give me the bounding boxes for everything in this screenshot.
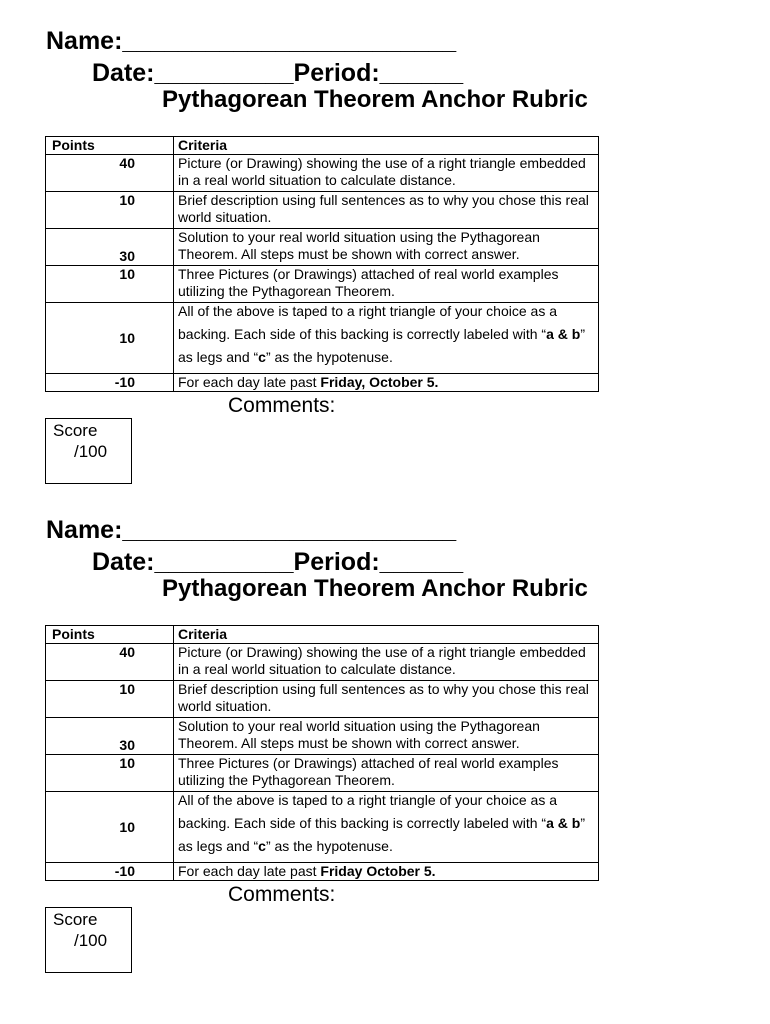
criteria-cell: Picture (or Drawing) showing the use of a right triangle embedded in a real world situation to calculate distance. xyxy=(174,155,599,192)
score-box[interactable] xyxy=(45,418,132,484)
points-cell: 10 xyxy=(46,192,174,229)
points-cell: 30 xyxy=(46,229,174,266)
table-header-row xyxy=(46,137,599,155)
rubric-title: Pythagorean Theorem Anchor Rubric xyxy=(162,86,588,113)
points-cell: 10 xyxy=(46,792,174,863)
criteria-line: All of the above is taped to a right triangle of your choice as a xyxy=(178,303,558,319)
points-cell: -10 xyxy=(46,863,174,881)
criteria-line: All of the above is taped to a right triangle of your choice as a xyxy=(178,792,558,808)
score-value: /100 xyxy=(74,931,108,950)
points-cell: 30 xyxy=(46,718,174,755)
criteria-cell: Picture (or Drawing) showing the use of a right triangle embedded in a real world situation to calculate distance. xyxy=(174,644,599,681)
score-value: /100 xyxy=(74,442,108,461)
date-period-label: Date:__________Period:______ xyxy=(92,548,464,576)
points-cell: 10 xyxy=(46,303,174,374)
table-header-row xyxy=(46,626,599,644)
points-cell: 40 xyxy=(46,644,174,681)
points-cell: 10 xyxy=(46,681,174,718)
name-field-label: Name:________________________ xyxy=(46,27,457,55)
criteria-line: backing. Each side of this backing is correctly labeled with “a & b” xyxy=(178,815,585,831)
table-row xyxy=(46,681,599,718)
comments-label: Comments: xyxy=(228,883,336,906)
criteria-cell xyxy=(174,792,599,863)
criteria-cell: Three Pictures (or Drawings) attached of real world examples utilizing the Pythagorean Theorem. xyxy=(174,266,599,303)
points-cell: 10 xyxy=(46,266,174,303)
rubric-title: Pythagorean Theorem Anchor Rubric xyxy=(162,575,588,602)
table-row xyxy=(46,266,599,303)
points-cell: 40 xyxy=(46,155,174,192)
criteria-cell: Solution to your real world situation using the Pythagorean Theorem. All steps must be shown with correct answer. xyxy=(174,718,599,755)
score-label: Score xyxy=(53,421,98,440)
criteria-cell: Three Pictures (or Drawings) attached of real world examples utilizing the Pythagorean Theorem. xyxy=(174,755,599,792)
score-box[interactable] xyxy=(45,907,132,973)
points-header: Points xyxy=(46,626,174,644)
criteria-header: Criteria xyxy=(174,626,599,644)
criteria-cell: Brief description using full sentences as to why you chose this real world situation. xyxy=(174,192,599,229)
rubric-table xyxy=(45,136,599,392)
criteria-line: as legs and “c” as the hypotenuse. xyxy=(178,838,393,854)
criteria-cell: Solution to your real world situation using the Pythagorean Theorem. All steps must be shown with correct answer. xyxy=(174,229,599,266)
score-label: Score xyxy=(53,910,98,929)
criteria-line: as legs and “c” as the hypotenuse. xyxy=(178,349,393,365)
points-header: Points xyxy=(46,137,174,155)
table-row xyxy=(46,155,599,192)
table-row xyxy=(46,792,599,863)
criteria-cell: Brief description using full sentences as to why you chose this real world situation. xyxy=(174,681,599,718)
comments-label: Comments: xyxy=(228,394,336,417)
criteria-header: Criteria xyxy=(174,137,599,155)
table-row xyxy=(46,192,599,229)
table-row xyxy=(46,229,599,266)
table-row xyxy=(46,374,599,392)
points-cell: -10 xyxy=(46,374,174,392)
table-row xyxy=(46,303,599,374)
criteria-cell: For each day late past Friday, October 5. xyxy=(174,374,599,392)
table-row xyxy=(46,718,599,755)
table-row xyxy=(46,755,599,792)
rubric-table xyxy=(45,625,599,881)
points-cell: 10 xyxy=(46,755,174,792)
criteria-line: backing. Each side of this backing is correctly labeled with “a & b” xyxy=(178,326,585,342)
name-field-label: Name:________________________ xyxy=(46,516,457,544)
criteria-cell xyxy=(174,303,599,374)
table-row xyxy=(46,644,599,681)
date-period-label: Date:__________Period:______ xyxy=(92,59,464,87)
table-row xyxy=(46,863,599,881)
criteria-cell: For each day late past Friday October 5. xyxy=(174,863,599,881)
